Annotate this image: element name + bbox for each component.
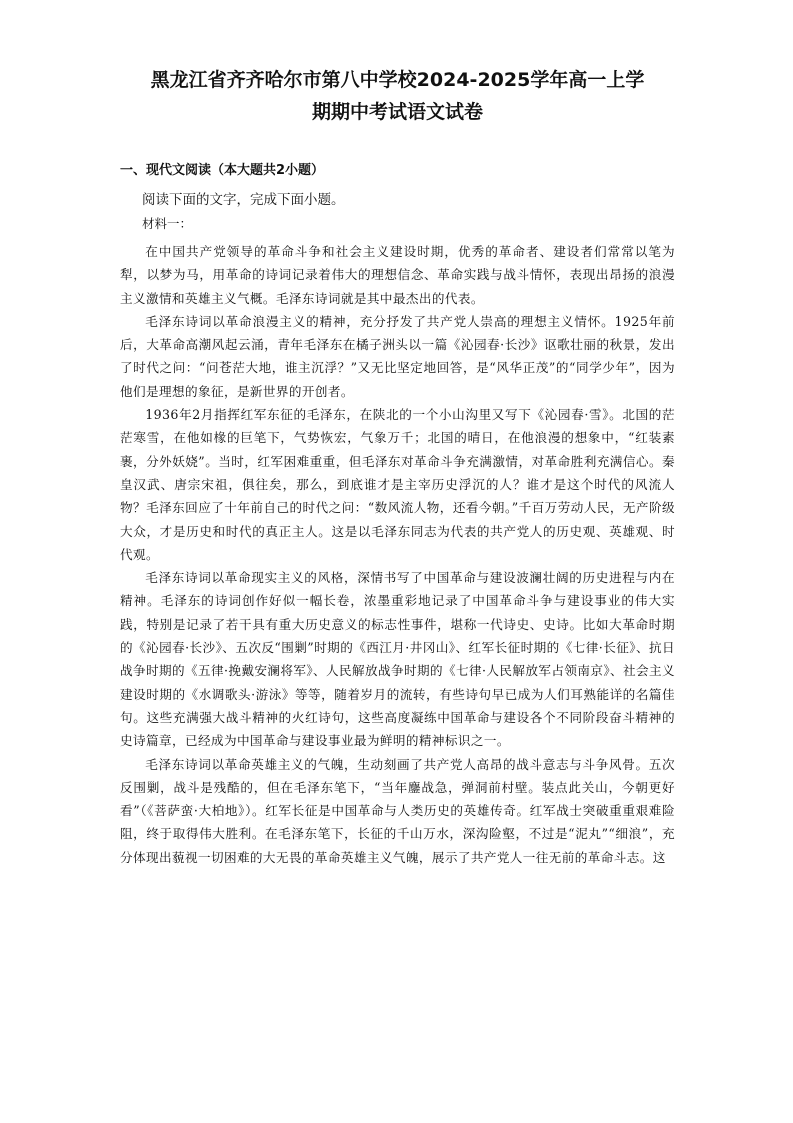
- title-line-1: 黑龙江省齐齐哈尔市第八中学校2024-2025学年高一上学: [150, 69, 645, 91]
- material-body: [120, 240, 675, 869]
- paragraph-4: 毛泽东诗词以革命现实主义的风格，深情书写了中国革命与建设波澜壮阔的历史进程与内在精神。毛泽东的诗词创作好似一幅长卷，浓墨重彩地记录了中国革命斗争与建设事业的伟大实践，特别是记录了若干具有重大历史意义的标志性事件，堪称一代诗史、史诗。比如大革命时期的《沁园春·长沙》、五次反“围剿”时期的《西江月·井冈山》、红军长征时期的《七律·长征》、抗日战争时期的《五律·挽戴安澜将军》、人民解放战争时期的《七律·人民解放军占领南京》、社会主义建设时期的《水调歌头·游泳》等等，随着岁月的流转，有些诗句早已成为人们耳熟能详的名篇佳句。这些充满强大战斗精神的火红诗句，这些高度凝练中国革命与建设各个不同阶段奋斗精神的史诗篇章，已经成为中国革命与建设事业最为鲜明的精神标识之一。: [120, 570, 675, 749]
- title-line-2: 期期中考试语文试卷: [311, 101, 483, 123]
- paragraph-5: 毛泽东诗词以革命英雄主义的气魄，生动刻画了共产党人高昂的战斗意志与斗争风骨。五次反围剿，战斗是残酷的，但在毛泽东笔下，“当年鏖战急，弹洞前村壁。装点此关山，今朝更好看”（《菩萨蛮·大柏地》）。红军长征是中国革命与人类历史的英雄传奇。红军战士突破重重艰难险阻，终于取得伟大胜利。在毛泽东笔下，长征的千山万水，深沟险壑，不过是“泥丸”“细浪”，充分体现出藐视一切困难的大无畏的革命英雄主义气魄，展示了共产党人一往无前的革命斗志。这: [120, 756, 675, 865]
- paragraph-2: 毛泽东诗词以革命浪漫主义的精神，充分抒发了共产党人崇高的理想主义情怀。1925年前后，大革命高潮风起云涌，青年毛泽东在橘子洲头以一篇《沁园春·长沙》讴歌壮丽的秋景，发出了时代之问：“问苍茫大地，谁主沉浮？”又无比坚定地回答，是“风华正茂”的“同学少年”，因为他们是理想的象征，是新世界的开创者。: [120, 313, 675, 399]
- material-label: 材料一：: [142, 216, 193, 231]
- paragraph-3: 1936年2月指挥红军东征的毛泽东，在陕北的一个小山沟里又写下《沁园春·雪》。北国的茫茫寒雪，在他如椽的巨笔下，气势恢宏，气象万千；北国的晴日，在他浪漫的想象中，“红装素裹，分外妖娆”。当时，红军困难重重，但毛泽东对革命斗争充满激情，对革命胜利充满信心。秦皇汉武、唐宗宋祖，俱往矣，那么，到底谁才是主宰历史浮沉的人？谁才是这个时代的风流人物？毛泽东回应了十年前自己的时代之问：“数风流人物，还看今朝。”千百万劳动人民，无产阶级大众，才是历史和时代的真正主人。这是以毛泽东同志为代表的共产党人的历史观、英雄观、时代观。: [120, 407, 675, 562]
- document-title: [120, 64, 675, 128]
- reading-instruction: 阅读下面的文字，完成下面小题。: [142, 192, 345, 208]
- paragraph-1: 在中国共产党领导的革命斗争和社会主义建设时期，优秀的革命者、建设者们常常以笔为犁，以梦为马，用革命的诗词记录着伟大的理想信念、革命实践与战斗情怀，表现出昂扬的浪漫主义激情和英雄主义气概。毛泽东诗词就是其中最杰出的代表。: [120, 244, 675, 306]
- section-heading: 一、现代文阅读（本大题共2小题）: [120, 163, 325, 178]
